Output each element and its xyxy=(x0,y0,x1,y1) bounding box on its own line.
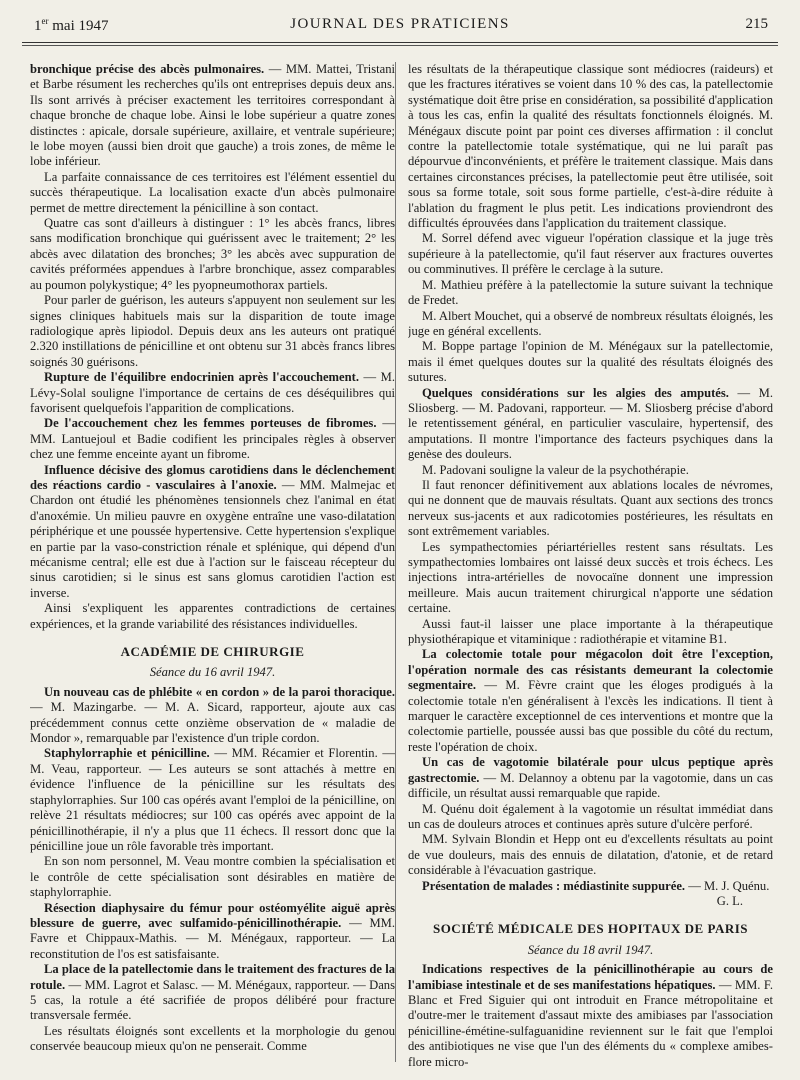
item-title: De l'accouchement chez les femmes porteuses de fibromes. xyxy=(44,416,377,431)
paragraph: La parfaite connaissance de ces territoires est l'élément essentiel du succès thérapeutique. La localisation exacte d'un abcès pulmonaire permet de mettre directement la pénicilline à son contact. xyxy=(30,169,395,215)
header-rule xyxy=(22,42,778,43)
item-title: Un cas de vagotomie bilatérale pour ulcus peptique après gastrectomie. xyxy=(408,755,773,785)
page-header xyxy=(22,14,778,40)
paragraph: De l'accouchement chez les femmes porteuses de fibromes. — MM. Lantuejoul et Badie codifient les principales règles à observer chez une femme enceinte ayant un fibrome. xyxy=(30,416,395,462)
paragraph: Ainsi s'expliquent les apparentes contradictions de certaines expériences, et la grande variabilité des résistances individuelles. xyxy=(30,601,395,631)
paragraph: Présentation de malades : médiastinite suppurée. — M. J. Quénu. xyxy=(422,878,770,893)
paragraph: M. Padovani souligne la valeur de la psychothérapie. xyxy=(422,462,689,477)
journal-title: JOURNAL DES PRATICIENS xyxy=(290,16,510,32)
paragraph: Quelques considérations sur les algies des amputés. — M. Sliosberg. — M. Padovani, rapporteur. — M. Sliosberg précise d'abord le retentissement général, en particulier vasculaire, hypertensif, des amputations. Il montre l'importance des facteurs psychiques dans la genèse des douleurs. xyxy=(408,385,773,462)
item-title: Quelques considérations sur les algies des amputés. xyxy=(422,385,729,400)
header-rule-double xyxy=(22,45,778,46)
session-date: Séance du 18 avril 1947. xyxy=(527,942,654,957)
paragraph: Rupture de l'équilibre endocrinien après l'accouchement. — M. Lévy-Solal souligne l'importance de certains de ces déséquilibres qui favorisent quelquefois l'apparition de complications. xyxy=(30,370,395,415)
section-heading: ACADÉMIE DE CHIRURGIE xyxy=(120,644,305,660)
paragraph: Il faut renoncer définitivement aux ablations locales de névromes, qui ne donnent que de mauvais résultats. Quant aux sections des troncs nerveux sus-jacents et aux radicotomies postérieures, les résultats en sont extrêmement variables. xyxy=(408,477,773,539)
column-divider xyxy=(395,62,396,1062)
item-title: bronchique précise des abcès pulmonaires. xyxy=(30,62,265,76)
paragraph: Résection diaphysaire du fémur pour ostéomyélite aiguë après blessure de guerre, avec sulfamido-pénicillinothérapie. — MM. Favre et Chippaux-Mathis. — M. Ménégaux, rapporteur. — La reconstitution de l'os est satisfaisante. xyxy=(30,900,395,961)
paragraph: Influence décisive des glomus carotidiens dans le déclenchement des réactions cardio - vasculaires à l'anoxie. — MM. Malmejac et Chardon ont étudié les phénomènes tensionnels chez l'animal en état d'anoxémie. Un milieu pauvre en oxygène entraîne une vaso-dilatation périphérique et une poussée hypertensive. Cette hypertension s'explique en partie par la vaso-constriction rénale et splénique, qui dépend d'un mécanisme central; elle est due à l'action sur le faisceau récepteur du sinus carotidien; si le sinus est sans glomus carotidien l'action est inverse. xyxy=(30,462,395,600)
paragraph: Pour parler de guérison, les auteurs s'appuyent non seulement sur les signes cliniques habituels mais sur la disparition de toute image radiologique après lipiodol. Depuis deux ans les auteurs ont pratiqué 2.320 instillations de pénicilline et ont obtenu sur 31 abcès francs libres soignés 30 guérisons. xyxy=(30,293,395,369)
author-signature: G. L. xyxy=(716,893,743,908)
section-heading: SOCIÉTÉ MÉDICALE DES HOPITAUX DE PARIS xyxy=(432,921,749,937)
item-title: La colectomie totale pour mégacolon doit être l'exception, l'opération normale des cas résistants demeurant la colectomie segmentaire. xyxy=(408,647,773,693)
paragraph: Staphylorraphie et pénicilline. — MM. Récamier et Florentin. — M. Veau, rapporteur. — Les auteurs se sont attachés à mettre en évidence l'influence de la pénicilline sur les résultats des staphylorraphies. Sur 100 cas opérés avant l'emploi de la pénicilline, on relève 21 résultats médiocres; sur 100 cas opérés avec appoint de la pénicillinothérapie, il n'y a plus que 11 échecs. Il ressort donc que la pénicilline joue un rôle favorable très important. xyxy=(30,746,395,853)
paragraph: MM. Sylvain Blondin et Hepp ont eu d'excellents résultats au point de vue douleurs, mais des ennuis de dilatation, d'atonie, et de retard considérable à l'évacuation gastrique. xyxy=(408,832,773,878)
paragraph: M. Quénu doit également à la vagotomie un résultat immédiat dans un cas de douleurs atroces et continues après suture d'ulcère perforé. xyxy=(408,801,773,831)
paragraph: La place de la patellectomie dans le traitement des fractures de la rotule. — MM. Lagrot et Salasc. — M. Ménégaux, rapporteur. — Dans 5 cas, la rotule a été sacrifiée de propos délibéré pour fracture transversale fermée. xyxy=(30,962,395,1023)
paragraph: Indications respectives de la pénicillinothérapie au cours de l'amibiase intestinale et de ses manifestations hépatiques. — MM. F. Blanc et Fred Siguier qui ont introduit en France métropolitaine et d'outre-mer le traitement d'assaut mixte des amibiases par l'association pénicilline-émétine-sulfaguanidine reviennent sur le fait que l'emploi des antibiotiques ne vise que l'un des éléments du « complexe amibes-flore micro- xyxy=(408,962,773,1069)
paragraph: M. Mathieu préfère à la patellectomie la suture suivant la technique de Fredet. xyxy=(408,277,773,308)
item-title: Résection diaphysaire du fémur pour ostéomyélite aiguë après blessure de guerre, avec sulfamido-pénicillinothérapie. xyxy=(30,900,395,930)
paragraph: Les résultats éloignés sont excellents et la morphologie du genou conservée beaucoup mieux qu'on ne penserait. Comme xyxy=(30,1023,395,1054)
paragraph: M. Sorrel défend avec vigueur l'opération classique et la juge très supérieure à la patellectomie, qu'il faut réserver aux fractures ouvertes ou comminutives. Il préfère le cerclage à la suture. xyxy=(408,231,773,277)
paragraph: Un cas de vagotomie bilatérale pour ulcus peptique après gastrectomie. — M. Delannoy a obtenu par la vagotomie, dans un cas difficile, un résultat aussi remarquable que rapide. xyxy=(408,755,773,801)
item-title: Staphylorraphie et pénicilline. xyxy=(44,746,210,761)
paragraph: La colectomie totale pour mégacolon doit être l'exception, l'opération normale des cas résistants demeurant la colectomie segmentaire. — M. Fèvre craint que les éloges prodigués à la colectomie totale n'en généralisent à l'excès les indications. Il tient à marquer le caractère exceptionnel de ces interventions et montre que la colectomie partielle, poussée aussi bas que possible du côté du rectum, reste l'opération de choix. xyxy=(408,647,773,754)
left-column xyxy=(30,62,395,1072)
paragraph: Un nouveau cas de phlébite « en cordon » de la paroi thoracique. — M. Mazingarbe. — M. A. Sicard, rapporteur, ajoute aux cas précédemment connus cette onzième observation de « maladie de Mondor », remarquable par l'existence d'un triple cordon. xyxy=(30,684,395,746)
paragraph: Aussi faut-il laisser une place importante à la thérapeutique physiothérapique et vitaminique : radiothérapie et vitamine B1. xyxy=(408,616,773,647)
paragraph: M. Boppe partage l'opinion de M. Ménégaux sur la patellectomie, mais il émet quelques doutes sur la qualité des résultats éloignés des sutures. xyxy=(408,339,773,385)
item-title: Influence décisive des glomus carotidiens dans le déclenchement des réactions cardio - vasculaires à l'anoxie. xyxy=(30,462,395,492)
session-date: Séance du 16 avril 1947. xyxy=(149,665,276,680)
item-title: Indications respectives de la pénicillinothérapie au cours de l'amibiase intestinale et de ses manifestations hépatiques. xyxy=(408,962,773,992)
paragraph: En son nom personnel, M. Veau montre combien la spécialisation et le contrôle de cette spécialisation sont désirables en matière de staphylorraphie. xyxy=(30,854,395,900)
item-title: Présentation de malades : médiastinite suppurée. xyxy=(422,878,686,893)
right-column xyxy=(408,62,773,1072)
paragraph: bronchique précise des abcès pulmonaires. — MM. Mattei, Tristani et Barbe résument les recherches qu'ils ont entreprises depuis deux ans. Ils sont arrivés à préciser exactement les territoires correspondant à chaque bronche de chaque lobe. Ainsi le lobe supérieur a quatre zones distinctes : apicale, dorsale supérieure, axillaire, et ventrale supérieure; le lobe moyen (aussi bien droit que gauche) a trois zones, de même le lobe inférieur. xyxy=(30,62,395,169)
item-title: Un nouveau cas de phlébite « en cordon » de la paroi thoracique. xyxy=(44,684,395,699)
paragraph: Les sympathectomies périartérielles restent sans résultats. Les sympathectomies lombaires ont laissé deux succès et trois échecs. Les injections intra-artérielles de novocaïne donnent une impression meilleure. Mais aucun traitement chirurgical n'apporte une sédation certaine. xyxy=(408,539,773,616)
paragraph: M. Albert Mouchet, qui a observé de nombreux résultats éloignés, les juge en général excellents. xyxy=(408,308,773,338)
paragraph: les résultats de la thérapeutique classique sont médiocres (raideurs) et que les fractures itératives se voient dans 10 % des cas, la patellectomie systématique doit être prise en considération, sa possibilité d'application à tous les cas, enfin la qualité des résultats fonctionnels éloignés. M. Ménégaux discute point par point ces diverses affirmation : il conclut contre la patellectomie totale systématique, qui ne lui paraît pas dépourvue d'inconvénients, et préfère le traitement classique. Mais dans certaines circonstances précises, la patellectomie peut être utilisée, soit sous sa forme totale, soit sous forme partielle, c'est-à-dire réduite à l'ablation du fragment le plus petit. Les indications proviendront des difficultés éprouvées dans l'application du traitement classique. xyxy=(408,62,773,231)
paragraph: Quatre cas sont d'ailleurs à distinguer : 1° les abcès francs, libres sans modification bronchique qui guérissent avec le traitement; 2° les abcès avec dilatation des bronches; 3° les abcès avec suppuration de cavités préformées appendues à l'arbre bronchique, assez comparables au poumon polykystique; 4° les pyopneumothorax partiels. xyxy=(30,216,395,292)
item-title: Rupture de l'équilibre endocrinien après l'accouchement. xyxy=(44,370,359,385)
issue-date: 1er mai 1947 xyxy=(34,16,109,34)
item-title: La place de la patellectomie dans le traitement des fractures de la rotule. xyxy=(30,962,395,992)
page-number: 215 xyxy=(745,16,768,32)
